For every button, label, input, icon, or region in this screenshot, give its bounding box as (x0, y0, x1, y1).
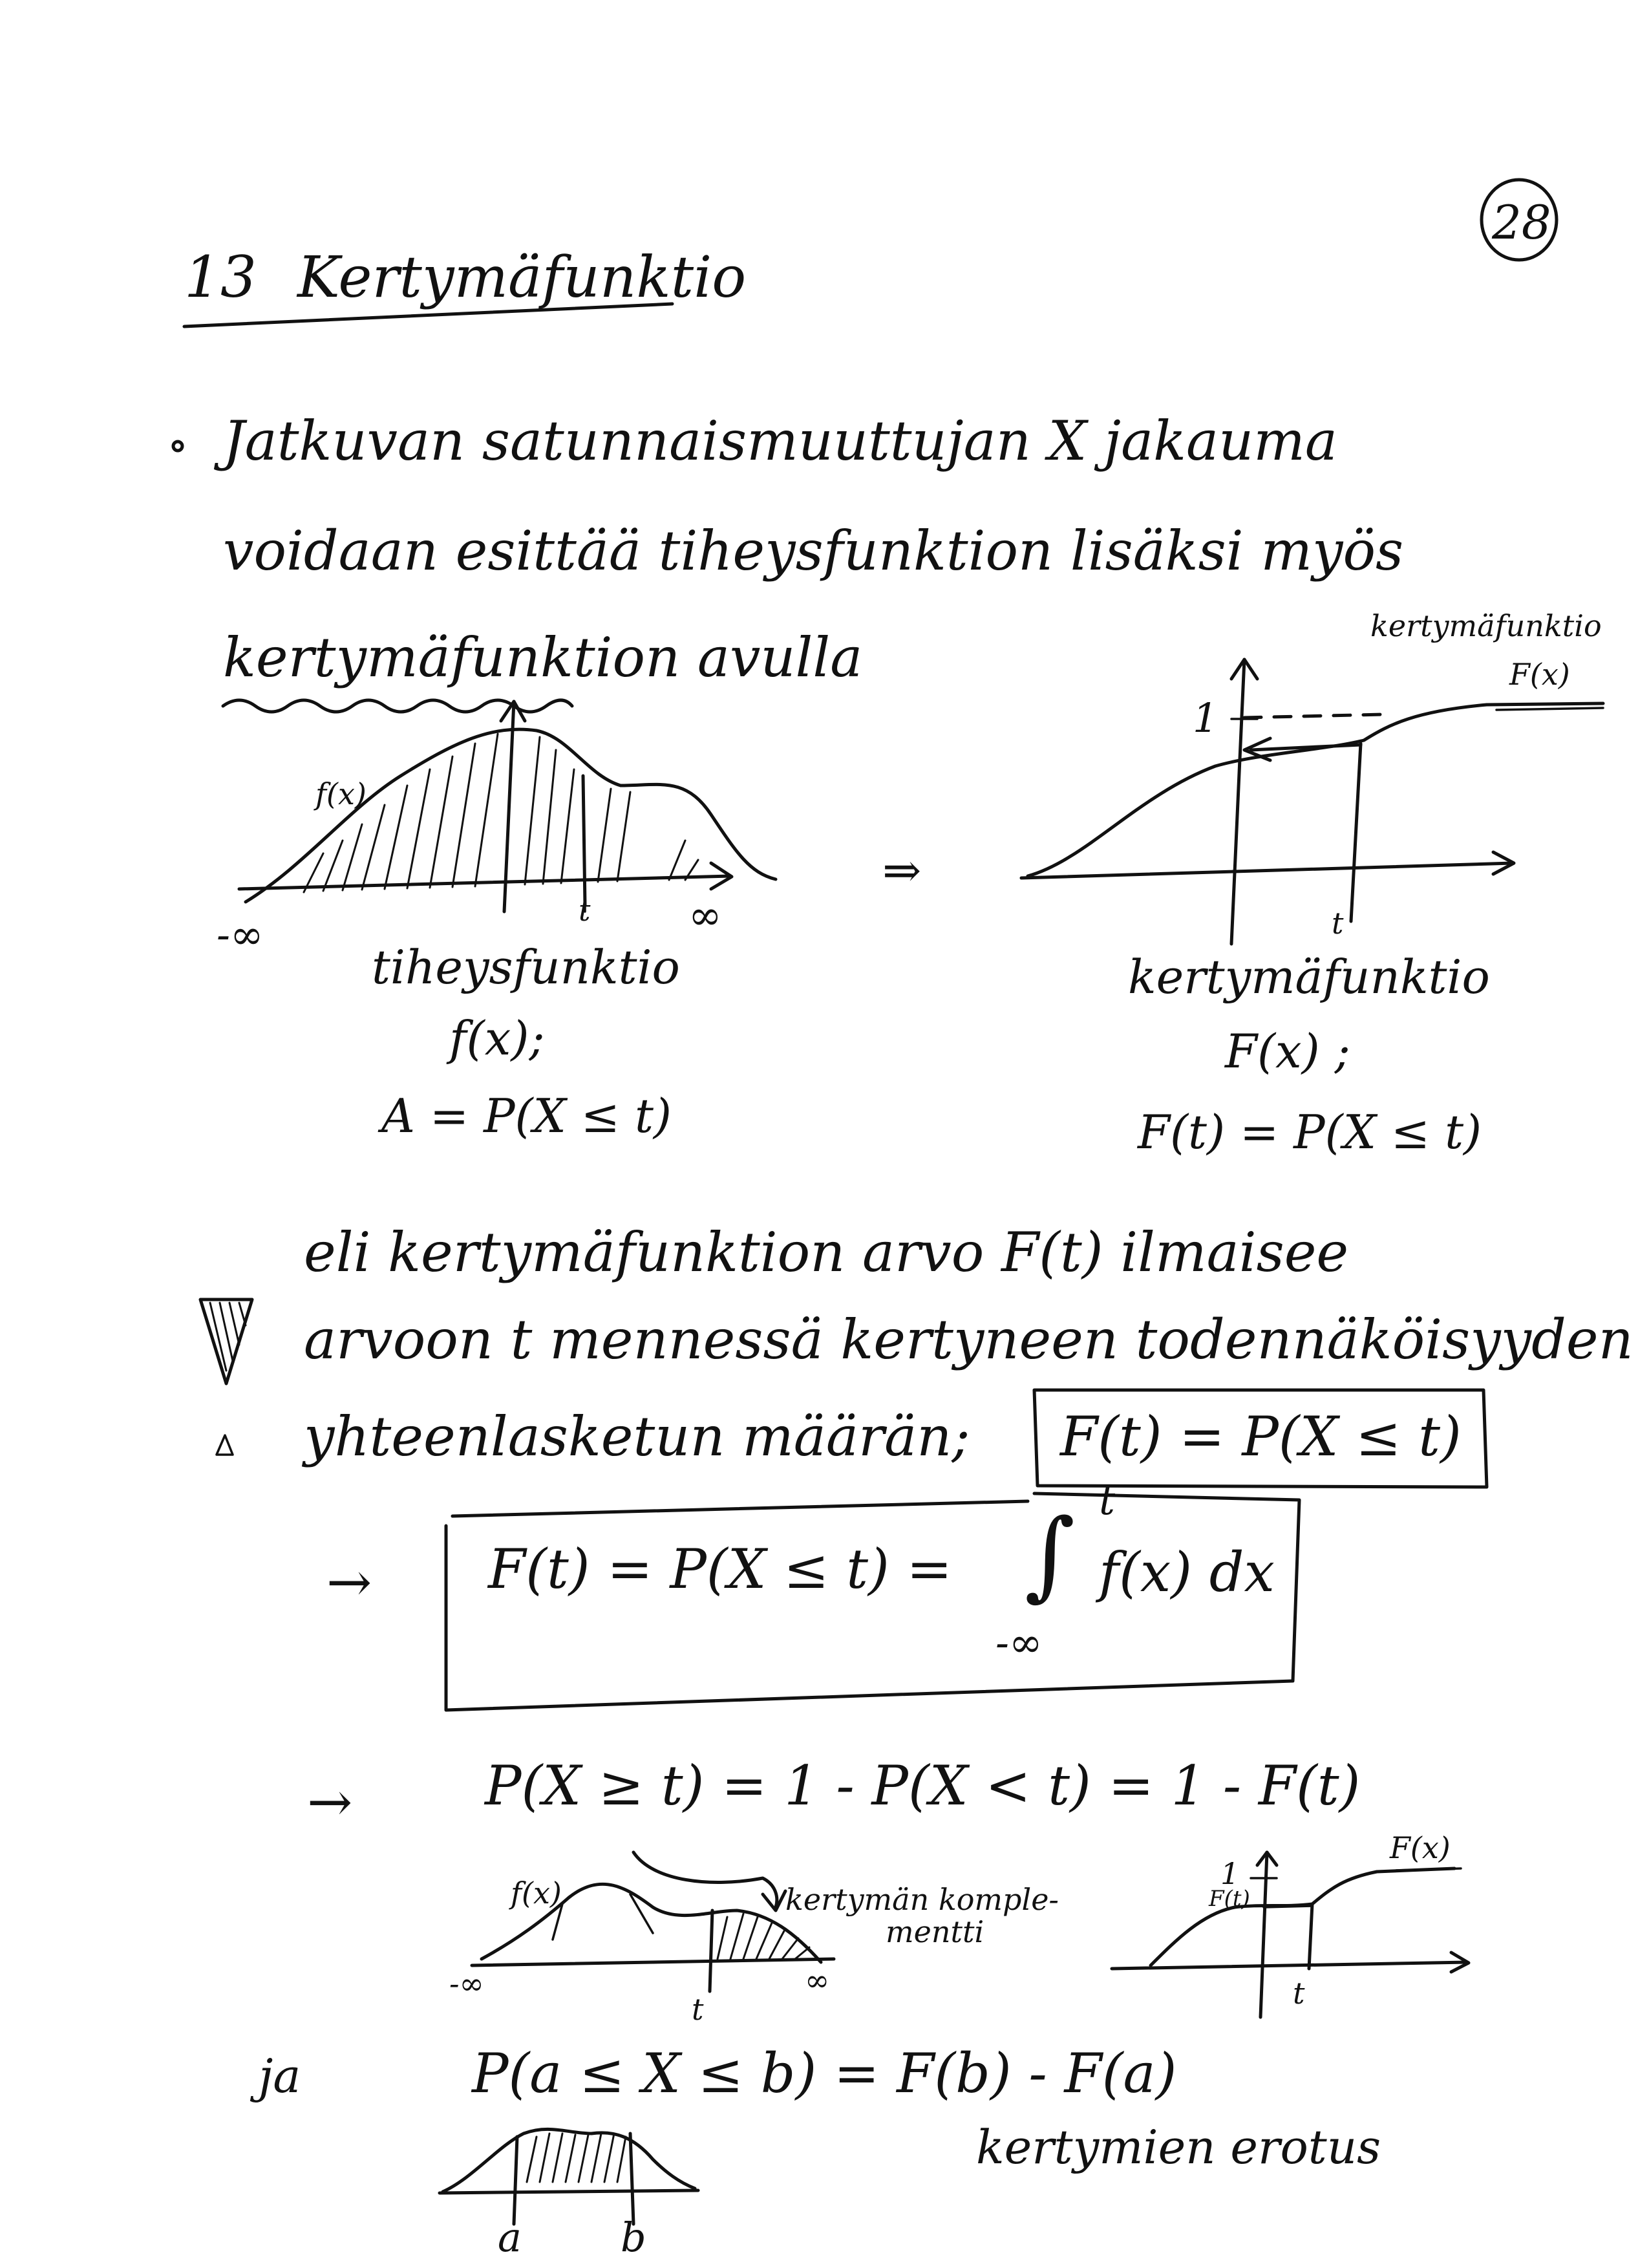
fig2-corner-label-2: F(x) (1509, 657, 1570, 692)
explanation-line-3: yhteenlasketun määrän; (304, 1405, 970, 1468)
fig2-cdf-curve (1028, 703, 1603, 876)
fig1-name: tiheysfunktio (372, 940, 680, 994)
fig2-corner-label-1: kertymäfunktio (1370, 608, 1602, 643)
fig1-hatching (304, 734, 698, 892)
fig5-a-line (514, 2137, 517, 2224)
fig2-notation: F(x) ; (1225, 1024, 1350, 1078)
fig2-one-dashed (1244, 714, 1383, 718)
fig2-x-axis (1021, 863, 1513, 878)
fig1-pos-inf-label: ∞ (688, 892, 722, 939)
explanation-line-2: arvoon t mennessä kertyneen todennäköisyyden (304, 1308, 1633, 1371)
fig4-one-label: 1 (1220, 1856, 1240, 1891)
warning-marker (200, 1300, 252, 1455)
explanation-line-1: eli kertymäfunktion arvo F(t) ilmaisee (304, 1221, 1349, 1284)
intro-line-3: kertymäfunktion avulla (223, 626, 863, 689)
formula3-note: kertymien erotus (976, 2120, 1381, 2174)
implies-arrow: ⇒ (882, 843, 922, 897)
bullet-dot (173, 442, 182, 451)
fig4-t-vertical (1309, 1904, 1312, 1969)
fig2-one-label: 1 (1193, 694, 1218, 742)
formula2-equation: P(X ≥ t) = 1 - P(X < t) = 1 - F(t) (485, 1754, 1361, 1817)
formula3-equation: P(a ≤ X ≤ b) = F(b) - F(a) (472, 2042, 1177, 2105)
formula1-integrand: f(x) dx (1099, 1541, 1275, 1604)
fig5-hatching (527, 2134, 626, 2182)
fig3-t-line (710, 1910, 712, 1991)
fig3-note-line-1: kertymän komple- (785, 1882, 1059, 1917)
intro-line-1: Jatkuvan satunnaismuuttujan X jakauma (223, 409, 1337, 473)
intro-line-2: voidaan esittää tiheysfunktion lisäksi myös (223, 519, 1404, 583)
formula1-upper-limit: t (1099, 1477, 1115, 1524)
fig1-area-equation: A = P(X ≤ t) (381, 1089, 672, 1143)
fig4-ft-horizontal (1264, 1906, 1312, 1907)
formula2-arrow: → (307, 1770, 353, 1834)
fig3-note-line-2: mentti (886, 1914, 984, 1949)
formula3-prefix: ja (259, 2049, 301, 2103)
page-number: 28 (1492, 195, 1551, 250)
fig2-corner-underline (1496, 708, 1603, 710)
fig3-f-label: f(x) (511, 1876, 562, 1910)
fig2-value-equation: F(t) = P(X ≤ t) (1138, 1105, 1482, 1159)
fig3-pos-inf-label: ∞ (805, 1963, 830, 1998)
heading-number: 13 (184, 244, 257, 310)
fig5-b-label: b (621, 2214, 646, 2261)
fig3-curved-arrowhead (763, 1891, 785, 1910)
fig2-t-vertical (1351, 744, 1361, 921)
fig2-t-label: t (1332, 906, 1344, 941)
fig1-neg-inf-label: -∞ (217, 911, 264, 958)
fig4-small-cdf-plot (1112, 1852, 1469, 2017)
fig4-t-label: t (1293, 1976, 1305, 2011)
fig2-cdf-plot (1021, 659, 1603, 944)
boxed-formula-small: F(t) = P(X ≤ t) (1060, 1405, 1462, 1468)
fig3-neg-inf-label: -∞ (449, 1966, 484, 2001)
fig3-curved-arrow (633, 1852, 777, 1907)
fig1-t-label: t (579, 893, 591, 928)
fig3-x-axis (472, 1959, 834, 1965)
formula1-lower-limit: -∞ (995, 1619, 1043, 1666)
fig1-x-axis (239, 876, 730, 889)
fig5-a-label: a (498, 2214, 522, 2261)
fig4-ft-label: F(t) (1209, 1886, 1250, 1912)
fig1-t-line (583, 776, 585, 905)
fig5-b-line (630, 2134, 633, 2224)
formula1-integral-sign: ∫ (1025, 1499, 1076, 1611)
formula1-lhs: F(t) = P(X ≤ t) = (488, 1537, 952, 1601)
fig5-x-axis (440, 2190, 698, 2193)
fig3-t-label: t (692, 1992, 704, 2027)
fig2-name: kertymäfunktio (1128, 950, 1490, 1004)
fig1-notation: f(x); (449, 1011, 545, 1065)
fig1-y-axis (504, 701, 514, 912)
fig2-y-axis (1231, 659, 1244, 944)
fig5-density-curve (443, 2129, 695, 2192)
formula1-arrow: → (326, 1550, 372, 1614)
fig4-cdf-curve (1151, 1868, 1454, 1965)
fig5-interval-plot (440, 2129, 698, 2224)
fig4-curve-label: F(x) (1390, 1830, 1451, 1865)
fig4-x-axis (1112, 1962, 1467, 1969)
heading-title: Kertymäfunktio (297, 244, 747, 310)
fig1-f-label: f(x) (315, 776, 367, 811)
